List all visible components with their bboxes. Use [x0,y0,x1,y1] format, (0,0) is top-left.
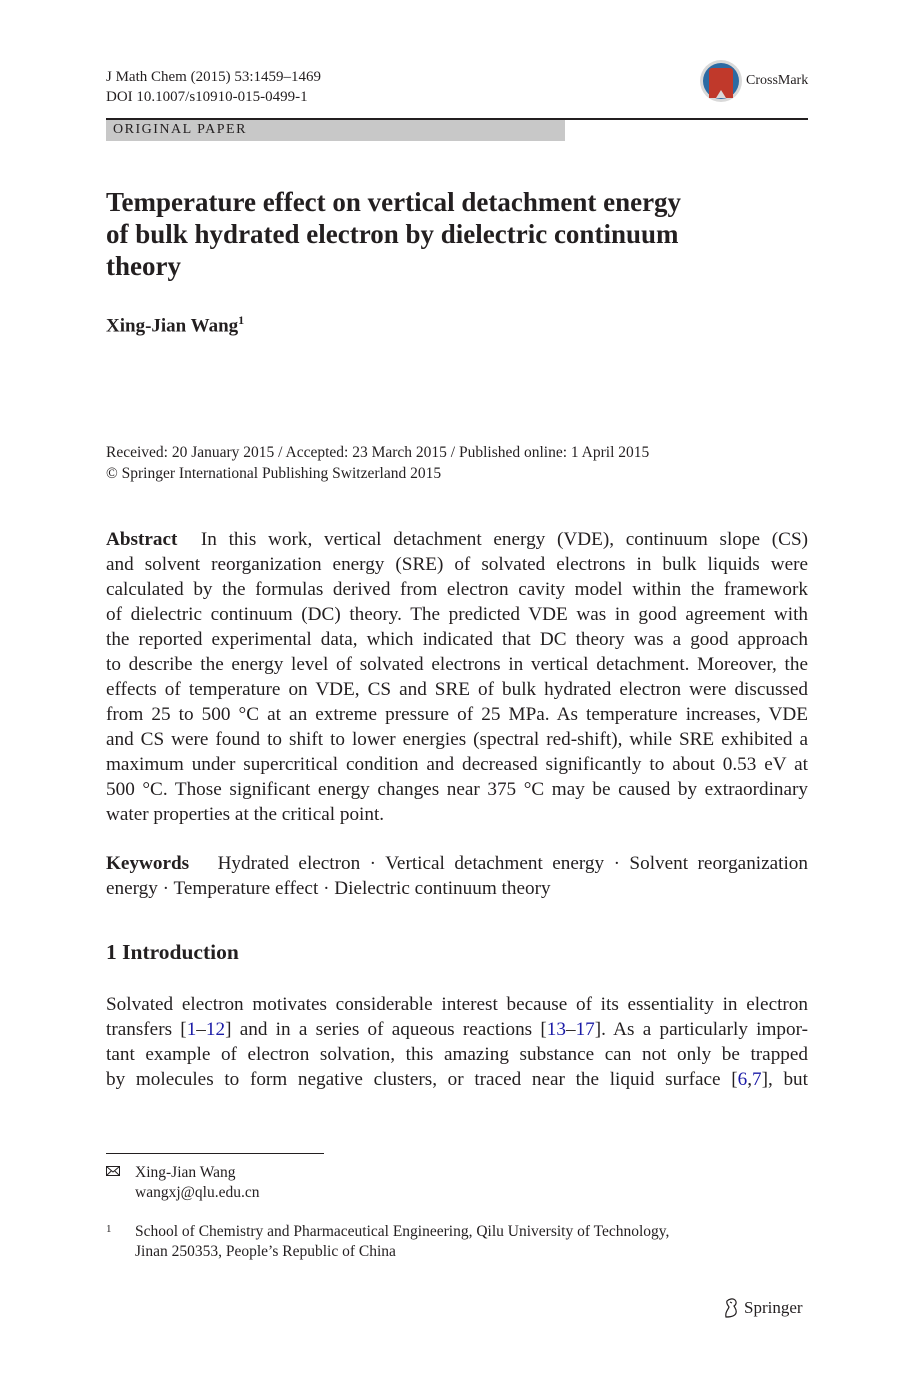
journal-header [106,67,321,107]
citation-link-17[interactable]: 17 [575,1019,595,1040]
introduction-body [106,992,808,1092]
springer-horse-icon [722,1298,740,1318]
abstract-line: calculated by the formulas derived from electron cavity model within the framework [106,579,808,600]
doi: DOI 10.1007/s10910-015-0499-1 [106,89,308,105]
abstract-heading: Abstract [106,529,178,550]
paper-title [106,186,706,282]
affiliation-mark: 1 [106,1223,112,1235]
abstract-line: water properties at the critical point. [106,804,385,825]
abstract-line: and CS were found to shift to lower energies (spectral red-shift), while SRE exhibited a [106,729,808,750]
abstract-line: maximum under supercritical condition and decreased significantly to about 0.53 eV at [106,754,808,775]
abstract-line: 500 °C. Those significant energy changes near 375 °C may be caused by extraordinary [106,779,808,800]
keywords-line: Keywords Hydrated electron · Vertical detachment energy · Solvent reorganization [106,853,808,874]
journal-citation: J Math Chem (2015) 53:1459–1469 [106,69,321,85]
citation-link-1[interactable]: 1 [186,1019,197,1040]
dates-line: Received: 20 January 2015 / Accepted: 23 March 2015 / Published online: 1 April 2015 [106,444,650,461]
abstract-line: effects of temperature on VDE, CS and SRE of bulk hydrated electron were discussed [106,679,808,700]
footnote-email[interactable]: wangxj@qlu.edu.cn [135,1184,260,1201]
section-heading-introduction: 1 Introduction [106,940,239,964]
citation-link-13[interactable]: 13 [546,1019,566,1040]
affiliation-line: School of Chemistry and Pharmaceutical Engineering, Qilu University of Technology, [135,1223,670,1240]
author [106,313,244,337]
abstract-line: of dielectric continuum (DC) theory. The predicted VDE was in good agreement with [106,604,808,625]
publisher-logo [722,1298,803,1318]
corresponding-author-footnote [106,1163,259,1203]
crossmark-badge[interactable] [700,60,808,102]
keywords-line: energy · Temperature effect · Dielectric continuum theory [106,878,551,899]
author-affil-mark: 1 [238,313,245,327]
title-line: of bulk hydrated electron by dielectric continuum [106,219,679,249]
publication-dates [106,442,649,484]
keywords [106,851,808,901]
intro-line: by molecules to form negative clusters, or traced near the liquid surface [6,7], but [106,1069,808,1090]
crossmark-icon [700,60,742,102]
intro-line: tant example of electron solvation, this amazing substance can not only be trapped [106,1044,808,1065]
title-line: theory [106,251,181,281]
keywords-heading: Keywords [106,853,190,874]
affiliation-footnote [106,1222,669,1262]
author-name: Xing-Jian Wang [106,315,239,337]
footnote-author-name: Xing-Jian Wang [135,1164,236,1181]
affiliation-line: Jinan 250353, People’s Republic of China [135,1243,396,1260]
abstract-line: Abstract In this work, vertical detachment energy (VDE), continuum slope (CS) [106,529,809,550]
citation-link-12[interactable]: 12 [205,1019,226,1040]
citation-link-7[interactable]: 7 [752,1069,762,1090]
envelope-icon [106,1163,135,1183]
intro-line: Solvated electron motivates considerable interest because of its essentiality in electron [106,994,808,1015]
publisher-label: Springer [744,1298,803,1317]
abstract-line: to describe the energy level of solvated electrons in vertical detachment. Moreover, the [106,654,808,675]
title-line: Temperature effect on vertical detachment energy [106,187,682,217]
abstract-line: the reported experimental data, which indicated that DC theory was a good approach [106,629,808,650]
footnote-rule [106,1153,324,1154]
copyright-line: © Springer International Publishing Switzerland 2015 [106,465,442,482]
crossmark-label: CrossMark [746,73,809,88]
section-label: ORIGINAL PAPER [106,120,565,141]
abstract-line: and solvent reorganization energy (SRE) of solvated electrons in bulk liquids were [106,554,808,575]
intro-line: transfers [1–12] and in a series of aqueous reactions [13–17]. As a particularly impor- [106,1019,808,1040]
citation-link-6[interactable]: 6 [737,1069,748,1090]
abstract [106,527,808,827]
abstract-line: from 25 to 500 °C at an extreme pressure of 25 MPa. As temperature increases, VDE [106,704,808,725]
